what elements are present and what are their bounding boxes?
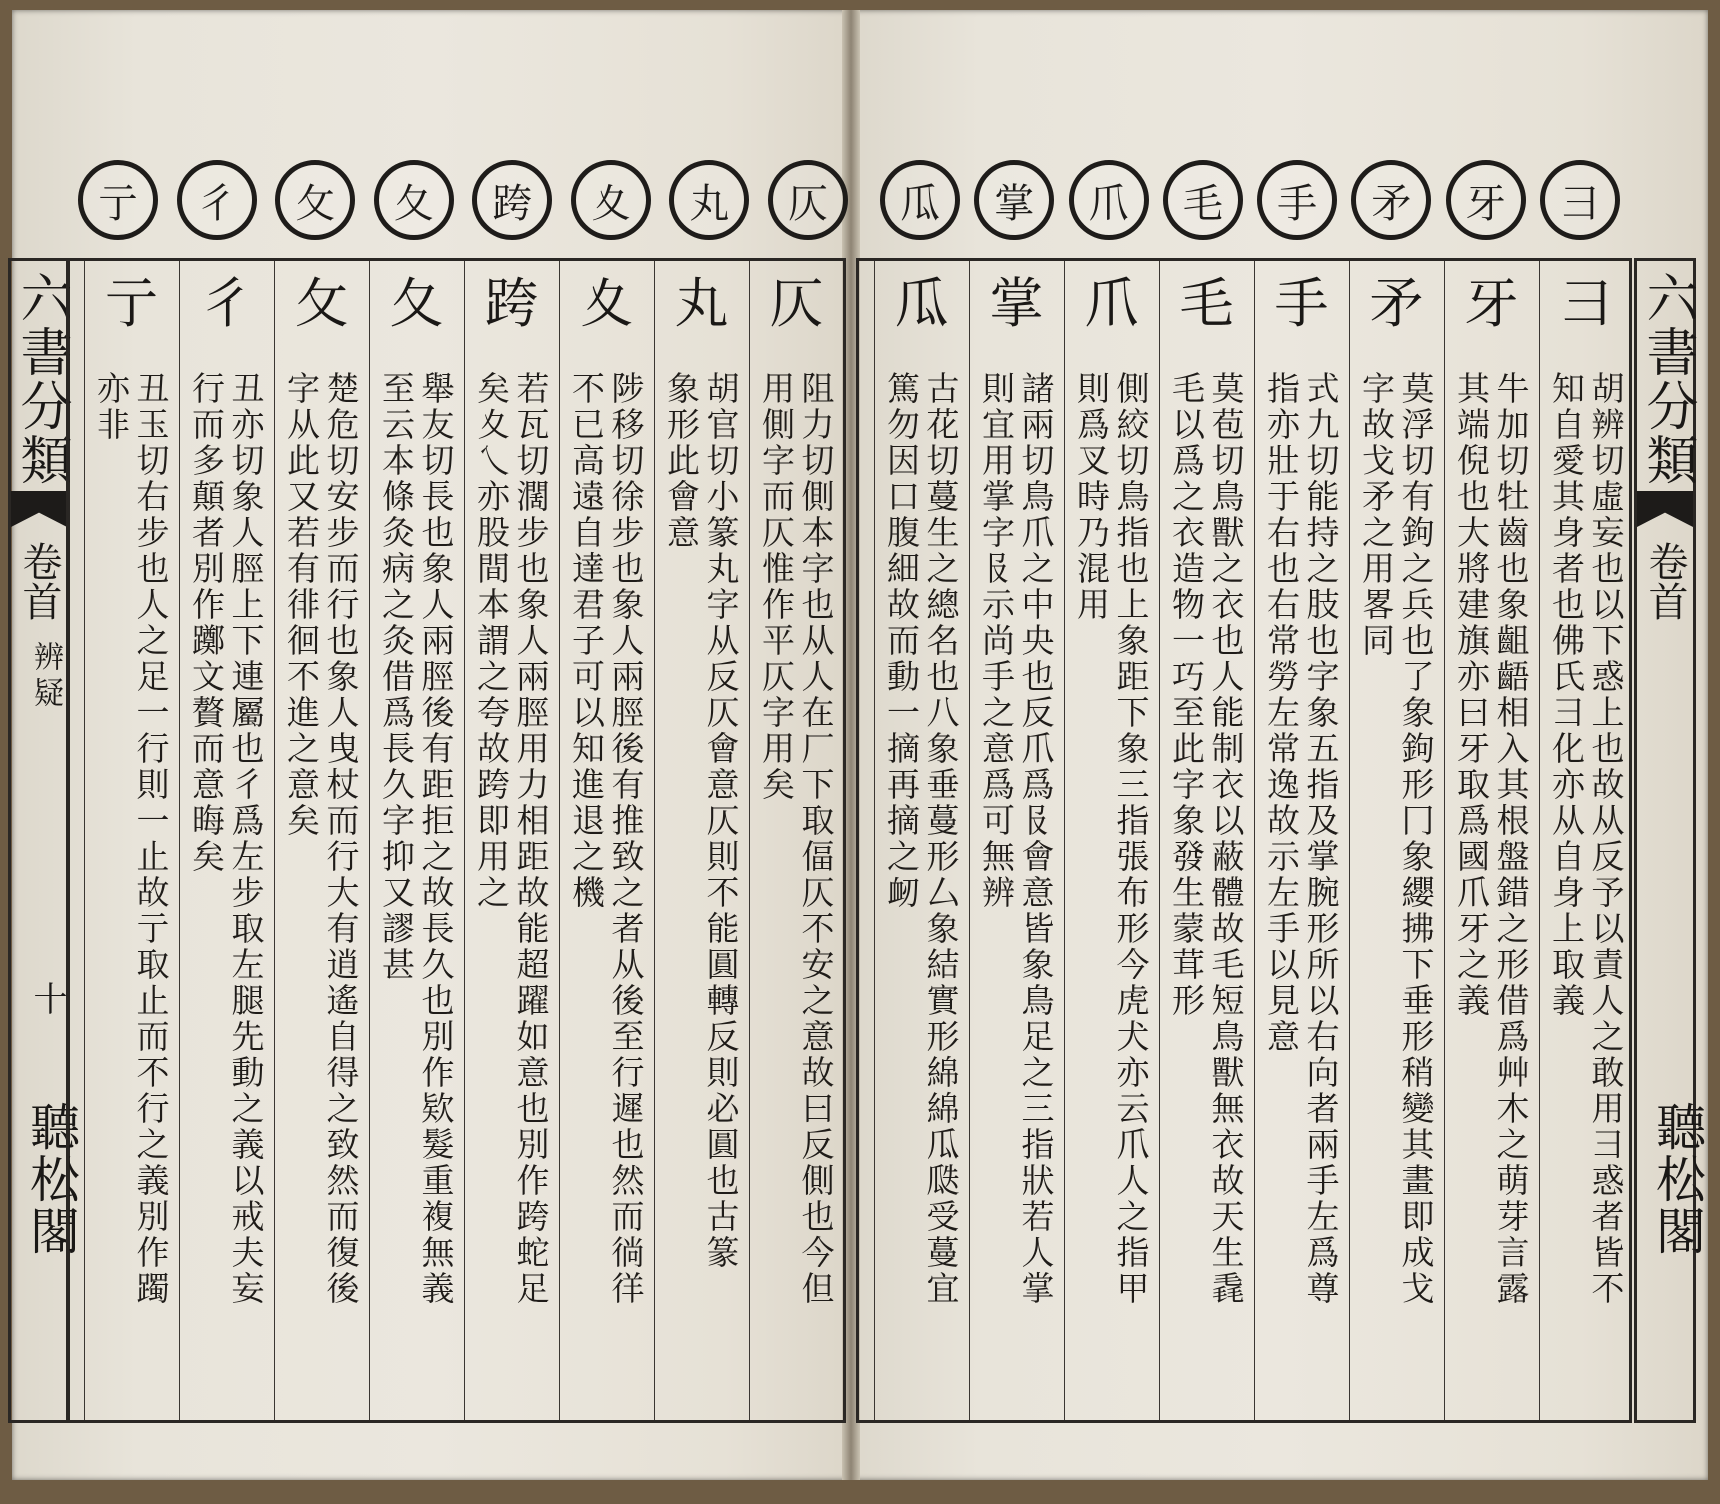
margin-publisher: 聽松閣 bbox=[22, 1101, 80, 1257]
entry-text: 丑亦切象人脛上下連屬也彳爲左步取左腿先動之義以戒夫妄 bbox=[226, 371, 266, 1307]
seal-script-glyph: 攵 bbox=[294, 272, 349, 335]
entry-text-continued: 亦非 bbox=[92, 371, 131, 443]
entry-text: 式九切能持之肢也字象五指及掌腕形所以右向者兩手左爲尊 bbox=[1301, 371, 1341, 1307]
seal-script-glyph: 掌 bbox=[989, 272, 1044, 335]
seal-character: 仄 bbox=[768, 160, 848, 240]
seal-character: 丸 bbox=[669, 160, 749, 240]
entry-text: 阻力切側本字也从人在厂下取偪仄不安之意故曰反側也今但 bbox=[796, 371, 836, 1307]
seal-script-glyph: 夂 bbox=[389, 272, 444, 335]
left-text-frame bbox=[66, 258, 846, 1423]
seal-script-glyph: 仄 bbox=[769, 272, 824, 335]
seal-character: 瓜 bbox=[880, 160, 960, 240]
entry-text-continued: 至云本條灸病之灸借爲長久字抑又謬甚 bbox=[377, 371, 416, 983]
seal-script-glyph: 丸 bbox=[674, 272, 729, 335]
entry-text: 牛加切牡齒也象齟齬相入其根盤錯之形借爲艸木之萌芽言露 bbox=[1491, 371, 1531, 1307]
entry-text-continued: 知自愛其身者也佛氏彐化亦从自身上取義 bbox=[1547, 371, 1586, 1019]
entry-text-continued: 象形此會意 bbox=[662, 371, 701, 551]
entry-column bbox=[559, 261, 653, 1420]
entry-text-continued: 字从此又若有徘徊不進之意矣 bbox=[282, 371, 321, 839]
margin-title: 六書分類 bbox=[1637, 271, 1697, 487]
seal-character: 毛 bbox=[1163, 160, 1243, 240]
seal-script-glyph: 瓜 bbox=[894, 272, 949, 335]
margin-publisher: 聽松閣 bbox=[1648, 1101, 1706, 1257]
entry-column bbox=[1444, 261, 1538, 1420]
entry-column bbox=[874, 261, 968, 1420]
seal-character: 攵 bbox=[275, 160, 355, 240]
entry-text: 諸兩切鳥爪之中央也反爪爲𠬝會意皆象鳥足之三指狀若人掌 bbox=[1016, 371, 1056, 1307]
seal-character: 跨 bbox=[472, 160, 552, 240]
entry-column bbox=[84, 261, 178, 1420]
left-seal-row bbox=[78, 160, 848, 240]
entry-text-continued: 毛以爲之衣造物一巧至此字象發生蒙茸形 bbox=[1167, 371, 1206, 1019]
right-margin-strip bbox=[1634, 258, 1706, 1423]
seal-character: 夊 bbox=[571, 160, 651, 240]
seal-script-glyph: 夊 bbox=[579, 272, 634, 335]
page-number: 十 bbox=[27, 981, 67, 1015]
entry-text-continued: 則宜用掌字𠬝示尚手之意爲可無辨 bbox=[977, 371, 1016, 911]
seal-character: 亍 bbox=[78, 160, 158, 240]
entry-column bbox=[1349, 261, 1443, 1420]
entry-text-continued: 字故戈矛之用畧同 bbox=[1357, 371, 1396, 659]
entry-column bbox=[464, 261, 558, 1420]
entry-text: 丑玉切右步也人之足一行則一止故亍取止而不行之義別作躅 bbox=[131, 371, 171, 1307]
entry-text-continued: 不已高遠自達君子可以知進退之機 bbox=[567, 371, 606, 911]
entry-column bbox=[274, 261, 368, 1420]
entry-text-continued: 篤勿因口腹細故而動一摘再摘之衂 bbox=[882, 371, 921, 911]
seal-script-glyph: 爪 bbox=[1084, 272, 1139, 335]
entry-text-continued: 指亦壯于右也右常勞左常逸故示左手以見意 bbox=[1262, 371, 1301, 1055]
seal-script-glyph: 矛 bbox=[1369, 272, 1424, 335]
entry-text: 胡官切小篆丸字从反仄會意仄則不能圓轉反則必圓也古篆 bbox=[701, 371, 741, 1271]
entry-text: 莫浮切有鉤之兵也了象鉤形冂象纓拂下垂形稍變其畫即成戈 bbox=[1396, 371, 1436, 1307]
seal-character: 夂 bbox=[374, 160, 454, 240]
entry-text: 側絞切鳥指也上象距下象三指張布形今虎犬亦云爪人之指甲 bbox=[1111, 371, 1151, 1307]
seal-character: 手 bbox=[1257, 160, 1337, 240]
left-margin-strip bbox=[8, 258, 80, 1423]
margin-volume: 卷首 bbox=[1642, 541, 1688, 621]
seal-script-glyph: 手 bbox=[1274, 272, 1329, 335]
entry-column bbox=[1064, 261, 1158, 1420]
right-text-frame bbox=[856, 258, 1632, 1423]
margin-title: 六書分類 bbox=[11, 271, 71, 487]
seal-character: 彐 bbox=[1540, 160, 1620, 240]
entry-text: 若瓦切濶步也象人兩脛用力相距故能超躍如意也別作跨蛇足 bbox=[511, 371, 551, 1307]
entry-text-continued: 矣夊乀亦股間本謂之夸故跨即用之 bbox=[472, 371, 511, 911]
seal-script-glyph: 彐 bbox=[1559, 272, 1614, 335]
entry-column bbox=[179, 261, 273, 1420]
entry-text-continued: 行而多顛者別作躑文贅而意晦矣 bbox=[187, 371, 226, 875]
fish-tail-mark bbox=[11, 491, 67, 527]
entry-text: 胡辨切虛妄也以下惑上也故从反予以責人之敢用彐惑者皆不 bbox=[1586, 371, 1626, 1307]
seal-character: 彳 bbox=[177, 160, 257, 240]
seal-character: 掌 bbox=[974, 160, 1054, 240]
right-seal-row bbox=[880, 160, 1620, 240]
entry-text: 舉友切長也象人兩脛後有距拒之故長久也別作欵髮重複無義 bbox=[416, 371, 456, 1307]
seal-script-glyph: 彳 bbox=[199, 272, 254, 335]
entry-text-continued: 用側字而仄惟作平仄字用矣 bbox=[757, 371, 796, 803]
entry-text: 莫苞切鳥獸之衣也人能制衣以蔽體故毛短鳥獸無衣故天生毳 bbox=[1206, 371, 1246, 1307]
entry-column bbox=[369, 261, 463, 1420]
entry-text-continued: 其端倪也大將建旗亦曰牙取爲國爪牙之義 bbox=[1452, 371, 1491, 1019]
entry-text: 楚危切安步而行也象人曳杖而行大有逍遙自得之致然而復後 bbox=[321, 371, 361, 1307]
seal-script-glyph: 跨 bbox=[484, 272, 539, 335]
entry-column bbox=[1254, 261, 1348, 1420]
entry-text: 陟移切徐步也象人兩脛後有推致之者从後至行遲也然而徜徉 bbox=[606, 371, 646, 1307]
seal-script-glyph: 牙 bbox=[1464, 272, 1519, 335]
margin-volume: 卷首 bbox=[16, 541, 62, 621]
entry-column bbox=[1539, 261, 1633, 1420]
entry-column bbox=[1159, 261, 1253, 1420]
seal-script-glyph: 毛 bbox=[1179, 272, 1234, 335]
seal-character: 牙 bbox=[1446, 160, 1526, 240]
entry-text: 古花切蔓生之總名也八象垂蔓形厶象結實形綿綿瓜瓞受蔓宜 bbox=[921, 371, 961, 1307]
entry-column bbox=[654, 261, 748, 1420]
entry-column bbox=[969, 261, 1063, 1420]
entry-text-continued: 則爲叉時乃混用 bbox=[1072, 371, 1111, 623]
seal-character: 爪 bbox=[1069, 160, 1149, 240]
fish-tail-mark bbox=[1637, 491, 1693, 527]
entry-column bbox=[749, 261, 843, 1420]
seal-character: 矛 bbox=[1351, 160, 1431, 240]
seal-script-glyph: 亍 bbox=[104, 272, 159, 335]
margin-section: 辨疑 bbox=[28, 641, 63, 713]
